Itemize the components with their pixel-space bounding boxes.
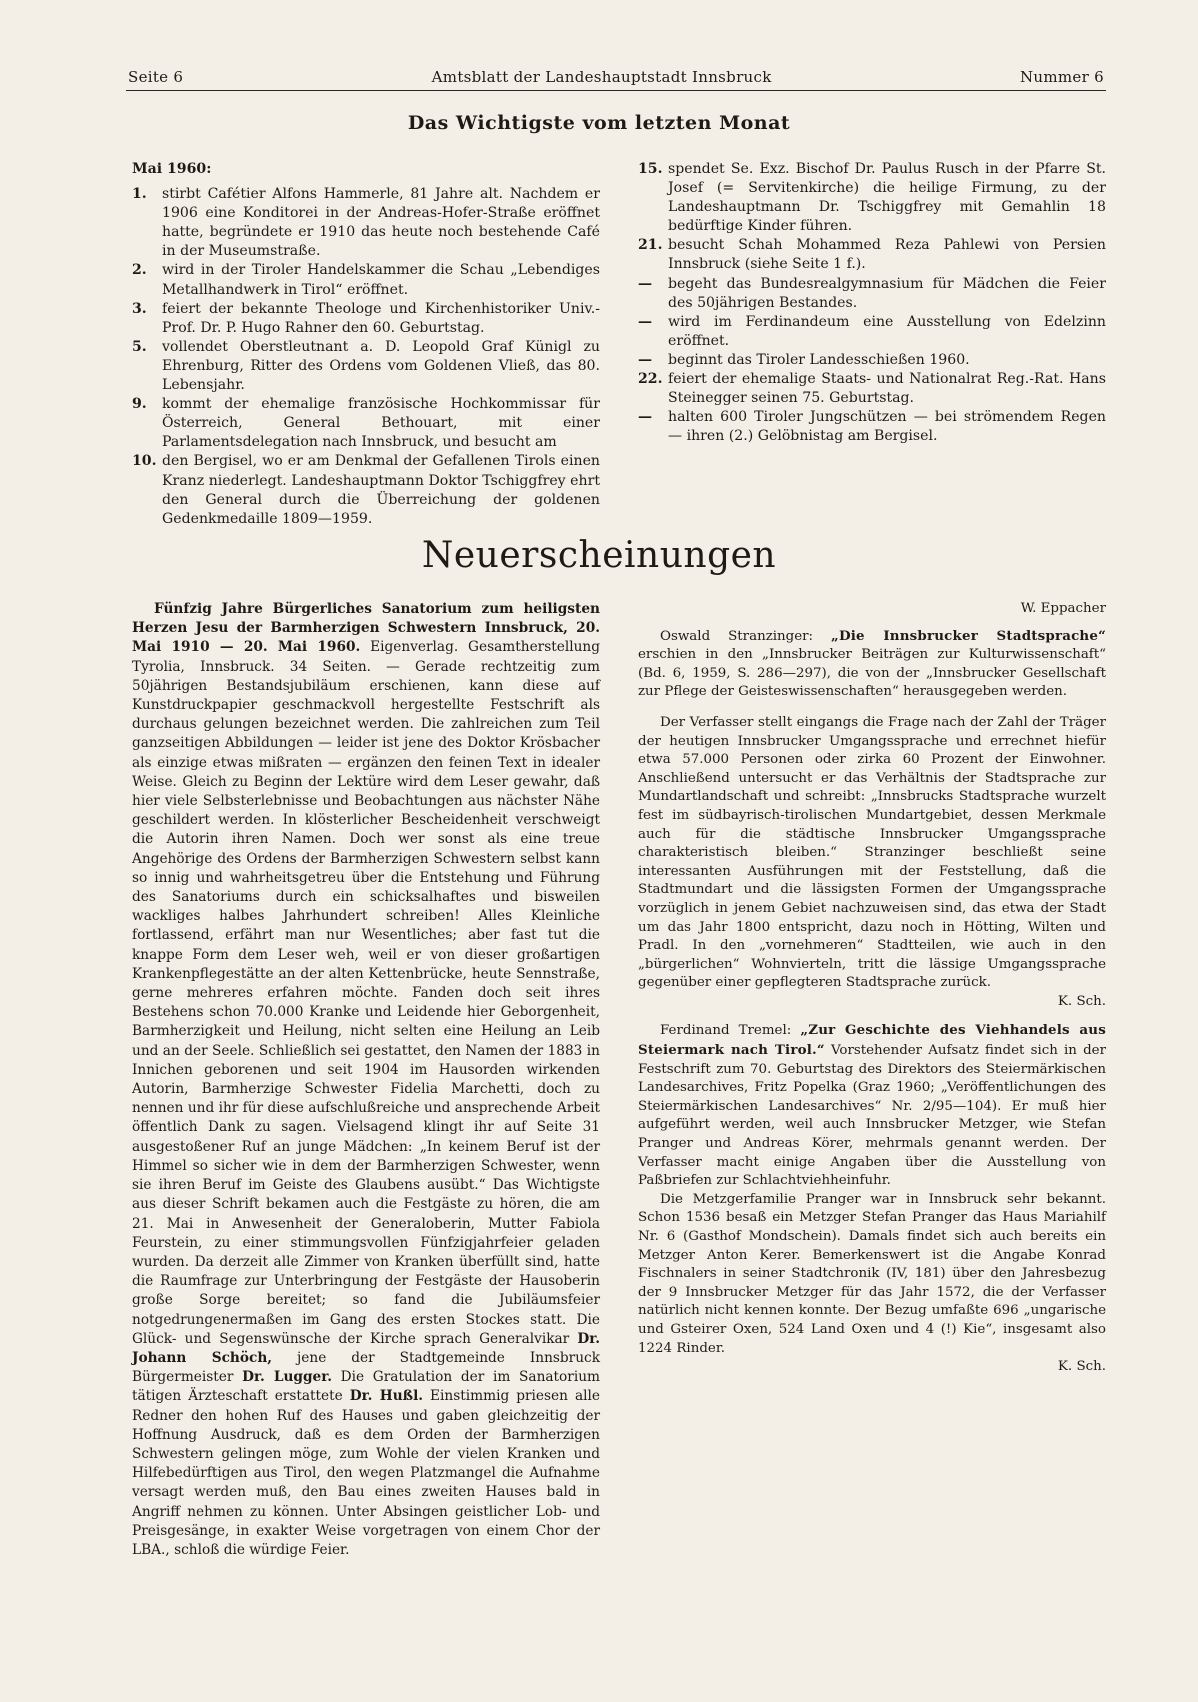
- review-signature: K. Sch.: [1057, 993, 1106, 1009]
- chronicle-entry: 3. feiert der bekannte Theologe und Kirchenhistoriker Univ.-Prof. Dr. P. Hugo Rahner den 60. Geburtstag.: [132, 300, 600, 336]
- chronicle-entry: — beginnt das Tiroler Landesschießen 1960.: [638, 351, 970, 368]
- chronicle-entry: 9. kommt der ehemalige französische Hochkommissar für Österreich, General Bethouart, mit einer Parlamentsdelegation nach Innsbruck, und besucht am: [132, 396, 600, 451]
- review-viehhandel: Ferdinand Tremel: „Zur Geschichte des Viehhandels aus Steiermark nach Tirol.“ Vorstehender Aufsatz findet sich in der Festschrift zum 70. Geburtstag des Direktors des Steiermärkischen Landesarchives, Fritz Popelka (Graz 1960; „Veröffentlichungen des Steiermärkischen Landesarchives“ Nr. 2/95—104). Er muß hier aufgeführt werden, weil auch Innsbrucker Metzger, wie Stefan Pranger und Andreas Körer, mehrmals genannt werden. Der Verfasser macht einige Angaben über die Ausstellung von Paßbriefen zur Schlachtviehheinfuhr.: [638, 1022, 1106, 1189]
- chronicle-heading: Das Wichtigste vom letzten Monat: [407, 112, 791, 134]
- chronicle-entry: 2. wird in der Tiroler Handelskammer die Schau „Lebendiges Metallhandwerk in Tirol“ eröffnet.: [132, 262, 600, 298]
- review-signature: W. Eppacher: [1020, 601, 1106, 616]
- chronicle-entry: — begeht das Bundesrealgymnasium für Mädchen die Feier des 50jährigen Bestandes.: [638, 275, 1106, 311]
- chronicle-column-left: [132, 160, 600, 529]
- header-rule: [126, 90, 1106, 91]
- chronicle-entry: 21. besucht Schah Mohammed Reza Pahlewi von Persien Innsbruck (siehe Seite 1 f.).: [638, 237, 1106, 273]
- chronicle-entry: 15. spendet Se. Exz. Bischof Dr. Paulus Rusch in der Pfarre St. Josef (= Servitenkirche) die heilige Firmung, zu der Landeshauptmann Dr. Tschiggfrey mit Gemahlin 18 bedürftige Kinder führen.: [638, 161, 1106, 235]
- issue-number: Nummer 6: [1020, 68, 1104, 86]
- review-paragraph: Der Verfasser stellt eingangs die Frage nach der Zahl der Träger der heutigen Innsbrucker Umgangssprache und errechnet hiefür etwa 57.000 Personen oder zirka 60 Prozent der Einwohner. Anschließend untersucht er das Verhältnis der Stadtsprache zur Mundartlandschaft und schreibt: „Innsbrucks Stadtsprache wurzelt fest im südbayrisch-tirolischen Mundartgebiet, dessen Merkmale auch für die städtische Innsbrucker Umgangssprache charakteristisch bleiben.“ Stranzinger beschließt seine interessanten Ausführungen mit der Feststellung, daß die Stadtmundart und die lässigsten Formen der Umgangssprache vorzüglich in jenem Gebiet nachzuweisen sind, das etwa der Stadt um das Jahr 1800 entspricht, dazu noch in Hötting, Wilten und Pradl. In den „vornehmeren“ Stadtteilen, wie auch in den „bürgerlichen“ Wohnvierteln, tritt die lässige Umgangssprache gegenüber einer gepflegteren Stadtsprache zurück.: [638, 714, 1106, 991]
- releases-heading: Neuerscheinungen: [421, 535, 777, 576]
- review-stadtsprache: Oswald Stranzinger: „Die Innsbrucker Stadtsprache“ erschien in den „Innsbrucker Beiträgen zur Kulturwissenschaft“ (Bd. 6, 1959, S. 286—297), die von der „Innsbrucker Gesellschaft zur Pflege der Geisteswissenschaften“ herausgegeben werden.: [638, 627, 1106, 700]
- review-title: Fünfzig Jahre Bürgerliches Sanatorium zum heiligsten Herzen Jesu der Barmherzigen Schwestern Innsbruck, 20. Mai 1910 — 20. Mai 1960.: [132, 601, 600, 656]
- releases-column-right: [638, 600, 1106, 1377]
- chronicle-entry: 10. den Bergisel, wo er am Denkmal der Gefallenen Tirols einen Kranz niederlegt. Landeshauptmann Doktor Tschiggfrey ehrt den General durch die Überreichung der goldenen Gedenkmedaille 1809—1959.: [132, 453, 600, 527]
- running-header: [128, 68, 1104, 86]
- chronicle-entry: — wird im Ferdinandeum eine Ausstellung von Edelzinn eröffnet.: [638, 313, 1106, 349]
- publication-title: Amtsblatt der Landeshauptstadt Innsbruck: [431, 68, 772, 86]
- review-paragraph: Die Metzgerfamilie Pranger war in Innsbruck sehr bekannt. Schon 1536 besaß ein Metzger Stefan Pranger das Haus Mariahilf Nr. 6 (Gasthof Mondschein). Damals findet sich auch bereits ein Metzger Anton Kerer. Bemerkenswert ist die Angabe Konrad Fischnalers in seiner Stadtchronik (IV, 181) über den Jahresbezug der 9 Innsbrucker Metzger für das Jahr 1572, die der Verfasser natürlich nicht kennen konnte. Der Bezug umfaßte 696 „ungarische und Gsteirer Oxen, 524 Land Oxen und 4 (!) Kie“, insgesamt also 1224 Rinder.: [638, 1191, 1106, 1356]
- chronicle-entry: 5. vollendet Oberstleutnant a. D. Leopold Graf Künigl zu Ehrenburg, Ritter des Ordens vom Goldenen Vließ, das 80. Lebensjahr.: [132, 338, 600, 394]
- releases-column-left: [132, 600, 600, 1560]
- chronicle-entry: 22. feiert der ehemalige Staats- und Nationalrat Reg.-Rat. Hans Steinegger seinen 75. Geburtstag.: [638, 371, 1106, 407]
- review-signature: K. Sch.: [1057, 1359, 1106, 1375]
- chronicle-entry: 1. stirbt Cafétier Alfons Hammerle, 81 Jahre alt. Nachdem er 1906 eine Konditorei in der Andreas-Hofer-Straße eröffnet hatte, begründete er 1910 das heute noch bestehende Café in der Museumstraße.: [132, 186, 600, 260]
- chronicle-column-right: [638, 160, 1106, 446]
- chronicle-entry: — halten 600 Tiroler Jungschützen — bei strömendem Regen — ihren (2.) Gelöbnistag am Bergisel.: [638, 409, 1106, 445]
- page-label: Seite 6: [128, 68, 184, 86]
- chronicle-month: Mai 1960:: [132, 161, 212, 177]
- review-sanatorium: Fünfzig Jahre Bürgerliches Sanatorium zum heiligsten Herzen Jesu der Barmherzigen Schwestern Innsbruck, 20. Mai 1910 — 20. Mai 1960. Eigenverlag. Gesamtherstellung Tyrolia, Innsbruck. 34 Seiten. — Gerade rechtzeitig zum 50jährigen Bestandsjubiläum erschienen, kann diese auf Kunstdruckpapier geschmackvoll hergestellte Festschrift als durchaus gelungen bezeichnet werden. Die zahlreichen zum Teil ganzseitigen Abbildungen — leider ist jene des Doktor Krösbacher als einzige etwas mißraten — ergänzen den feinen Text in idealer Weise. Gleich zu Beginn der Lektüre wird dem Leser gewahr, daß hier viele Selbsterlebnisse und Beobachtungen aus nächster Nähe geschildert werden. In klösterlicher Bescheidenheit verschweigt die Autorin ihren Namen. Doch wer sonst als eine treue Angehörige des Ordens der Barmherzigen Schwestern selbst kann so innig und wahrheitsgetreu über die Entstehung und Führung des Sanatoriums durch ein schicksalhaftes und bisweilen wackliges halbes Jahrhundert schreiben! Alles Kleinliche fortlassend, erfährt man nur Wesentliches; aber fast tut die knappe Form dem Leser weh, weil er von dieser großartigen Krankenpflegestätte an der alten Kettenbrücke, heute Sennstraße, gerne mehreres erfahren möchte. Fanden doch seit ihres Bestehens schon 70.000 Kranke und Leidende hier Geborgenheit, Barmherzigkeit und Heilung, nicht selten eine Heilung an Leib und an der Seele. Schließlich sei gestattet, den Namen der 1883 in Innichen geborenen und seit 1904 im Hausorden wirkenden Autorin, Barmherzige Schwester Fidelia Marchetti, doch zu nennen und ihr für diese aufschlußreiche und ansprechende Arbeit öffentlich Dank zu sagen. Vielsagend klingt ihr auf Seite 31 ausgestoßener Ruf an junge Mädchen: „In keinem Beruf ist der Himmel so sicher wie in dem der Barmherzigen Schwester, wenn sie ihren Beruf im Geiste des Glaubens ausübt.“ Das Wichtigste aus dieser Schrift bekamen auch die Festgäste zu hören, die am 21. Mai in Anwesenheit der Generaloberin, Mutter Fabiola Feurstein, zu einer stimmungsvollen Fünfzigjahrfeier geladen wurden. Da derzeit alle Zimmer von Kranken überfüllt sind, hatte die Raumfrage zur Unterbringung der Festgäste der Hausoberin große Sorge bereitet; so fand die Jubiläumsfeier notgedrungenermaßen im Gang des ersten Stockes statt. Die Glück- und Segenswünsche der Kirche sprach Generalvikar Dr. Johann Schöch, jene der Stadtgemeinde Innsbruck Bürgermeister Dr. Lugger. Die Gratulation der im Sanatorium tätigen Ärzteschaft erstattete Dr. Hußl. Einstimmig priesen alle Redner den hohen Ruf des Hauses und gaben gleichzeitig der Hoffnung Ausdruck, daß es dem Orden der Barmherzigen Schwestern gelingen möge, zum Wohle der vielen Kranken und Hilfebedürftigen aus Tirol, den wegen Platzmangel die Aufnahme versagt werden muß, den Bau eines zweiten Hauses bald in Angriff nehmen zu können. Unter Absingen geistlicher Lob- und Preisgesänge, in exakter Weise vorgetragen von einem Chor der LBA., schloß die würdige Feier.: [132, 601, 601, 1558]
